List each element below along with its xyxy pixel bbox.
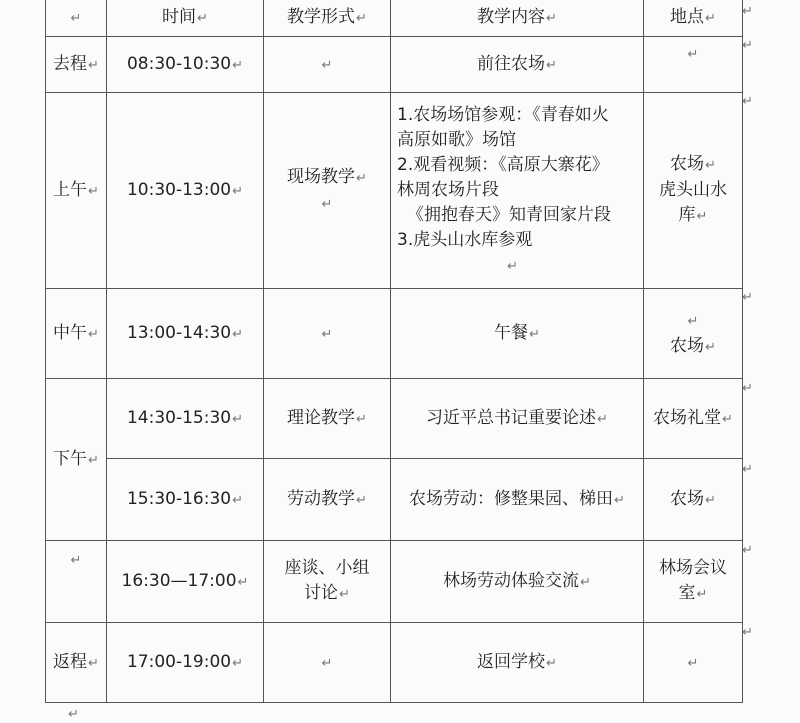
time-morning: 10:30-13:00↵: [107, 93, 264, 289]
content-back: 返回学校↵: [391, 623, 644, 703]
time-afternoon-2: 15:30-16:30↵: [107, 459, 264, 541]
header-row: [46, 0, 743, 37]
place-go: ↵: [644, 37, 743, 93]
content-morning: [391, 93, 644, 289]
period-afternoon: 下午↵: [46, 379, 107, 541]
content-line-3: 2.观看视频：《高原大寨花》: [397, 154, 609, 175]
header-time: 时间↵: [107, 0, 264, 37]
place-afternoon-1: 农场礼堂↵: [644, 379, 743, 459]
content-evening: 林场劳动体验交流↵: [391, 541, 644, 623]
header-content: 教学内容↵: [391, 0, 644, 37]
header-period: ↵: [46, 0, 107, 37]
schedule-table: [45, 0, 743, 703]
header-place: 地点↵: [644, 0, 743, 37]
row-end-mark: ↵: [742, 94, 753, 109]
row-end-mark: ↵: [742, 462, 753, 477]
time-go: 08:30-10:30↵: [107, 37, 264, 93]
paragraph-end-mark: ↵: [68, 707, 79, 722]
table-row-back: [46, 623, 743, 703]
form-afternoon-1: 理论教学↵: [264, 379, 391, 459]
time-back: 17:00-19:00↵: [107, 623, 264, 703]
content-noon: 午餐↵: [391, 289, 644, 379]
content-morning-list: 1.农场场馆参观：《青春如火 高原如歌》场馆 2.观看视频：《高原大寨花》 林周农场片段 《拥抱春天》知青回家片段 3.虎头山水库参观 ↵: [397, 104, 611, 274]
content-afternoon-1: 习近平总书记重要论述↵: [391, 379, 644, 459]
content-line-2: 高原如歌》场馆: [397, 129, 516, 150]
time-afternoon-1: 14:30-15:30↵: [107, 379, 264, 459]
table-row-evening: [46, 541, 743, 623]
form-noon: ↵: [264, 289, 391, 379]
period-morning: 上午↵: [46, 93, 107, 289]
place-morning: 农场↵ 虎头山水 库↵: [644, 93, 743, 289]
place-back: ↵: [644, 623, 743, 703]
row-end-mark: ↵: [742, 543, 753, 558]
row-end-mark: ↵: [742, 290, 753, 305]
form-evening: 座谈、小组 讨论↵: [264, 541, 391, 623]
content-line-6: 3.虎头山水库参观: [397, 229, 533, 250]
place-evening: 林场会议 室↵: [644, 541, 743, 623]
row-end-mark: ↵: [742, 4, 753, 19]
form-back: ↵: [264, 623, 391, 703]
place-noon: ↵ 农场↵: [644, 289, 743, 379]
place-afternoon-2: 农场↵: [644, 459, 743, 541]
table-row-noon: [46, 289, 743, 379]
period-go: 去程↵: [46, 37, 107, 93]
time-noon: 13:00-14:30↵: [107, 289, 264, 379]
content-line-4: 林周农场片段: [397, 179, 499, 200]
table-row-afternoon-2: [46, 459, 743, 541]
content-afternoon-2: 农场劳动：修整果园、梯田↵: [391, 459, 644, 541]
table-row-afternoon-1: [46, 379, 743, 459]
form-morning: 现场教学↵ ↵: [264, 93, 391, 289]
time-evening: 16:30—17:00↵: [107, 541, 264, 623]
row-end-mark: ↵: [742, 381, 753, 396]
period-noon: 中午↵: [46, 289, 107, 379]
form-go: ↵: [264, 37, 391, 93]
row-end-mark: ↵: [742, 38, 753, 53]
form-afternoon-2: 劳动教学↵: [264, 459, 391, 541]
period-back: 返程↵: [46, 623, 107, 703]
content-line-1: 1.农场场馆参观：《青春如火: [397, 104, 609, 125]
table-row-go: [46, 37, 743, 93]
content-go: 前往农场↵: [391, 37, 644, 93]
header-form: 教学形式↵: [264, 0, 391, 37]
period-evening: ↵: [46, 541, 107, 623]
row-end-mark: ↵: [742, 625, 753, 640]
content-line-5: 《拥抱春天》知青回家片段: [407, 204, 611, 225]
table-row-morning: [46, 93, 743, 289]
